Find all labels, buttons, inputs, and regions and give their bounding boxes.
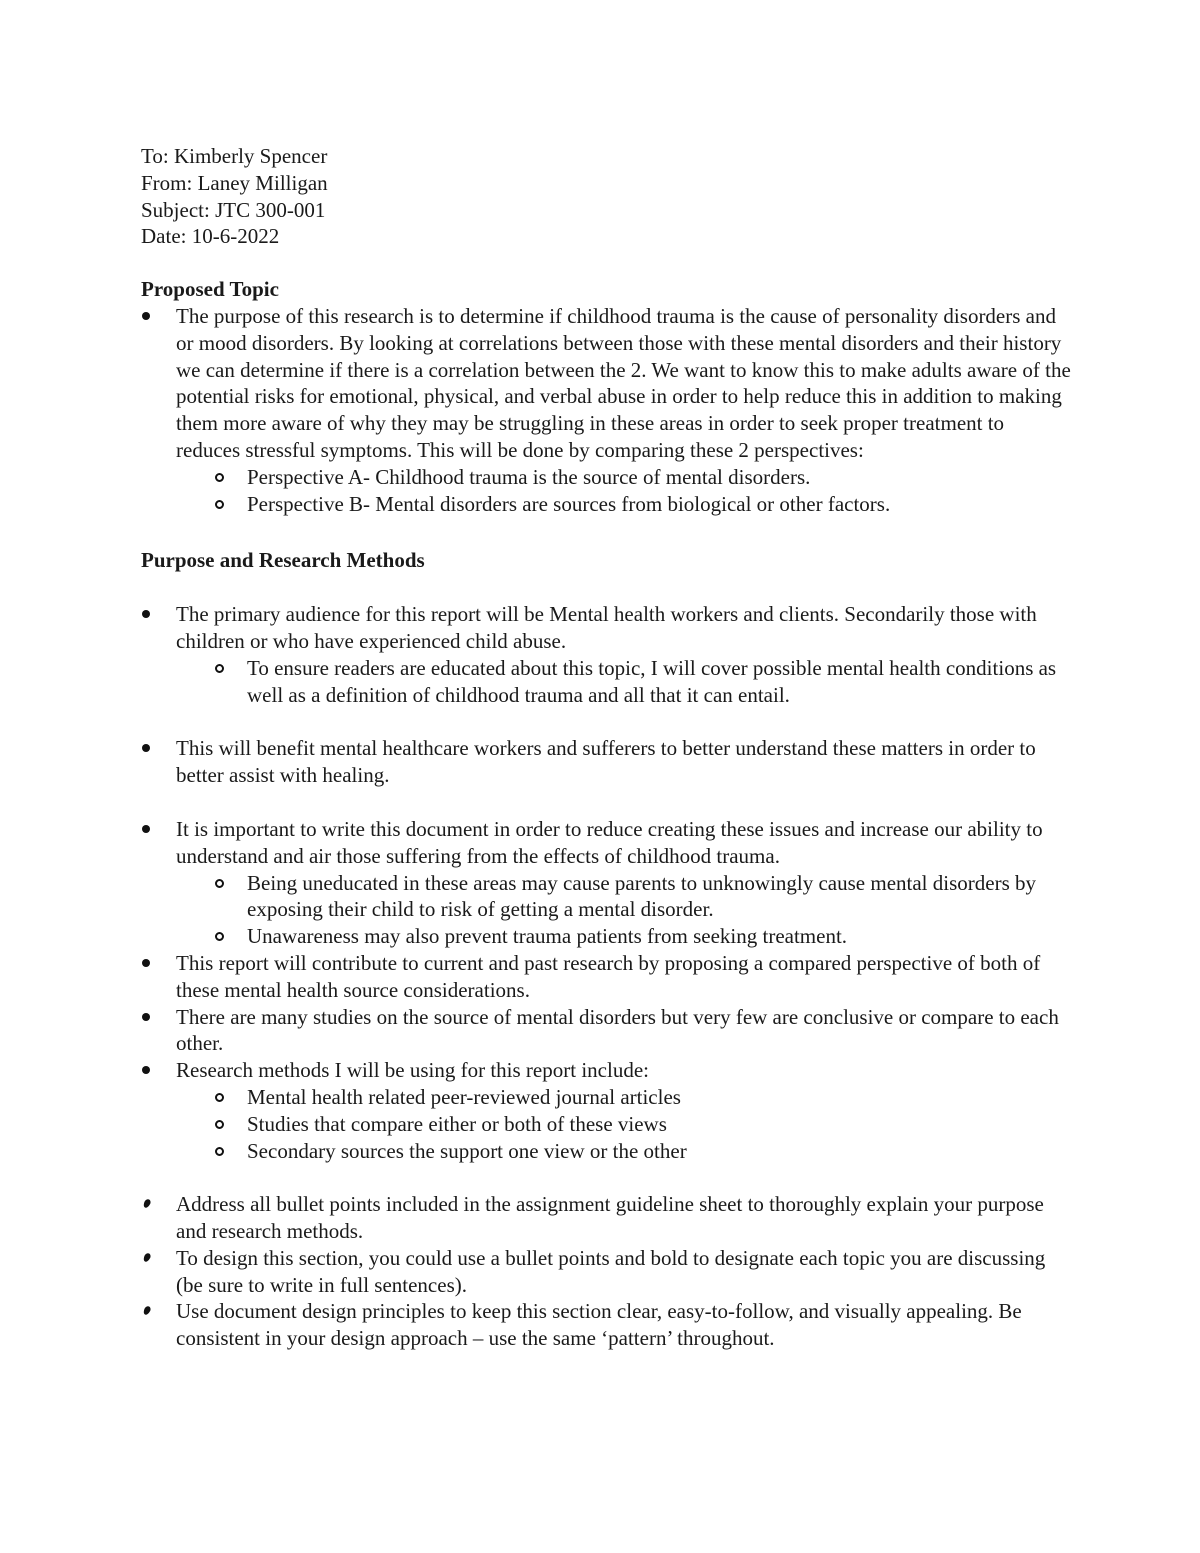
memo-date: Date: 10-6-2022 (141, 224, 280, 249)
circle-bullet-icon (215, 1120, 224, 1129)
list-item-text: It is important to write this document in order to reduce creating these issues and increase our ability to understand and air those suffering from the effects of childhood trauma. (176, 816, 1043, 868)
perspective-list (176, 464, 1071, 518)
sub-list-item (176, 1111, 1071, 1138)
spacer (141, 574, 1071, 601)
bullet-icon (142, 959, 150, 967)
sub-list-item (176, 491, 1071, 518)
list-item-text: There are many studies on the source of mental disorders but very few are conclusive or compare to each other. (176, 1004, 1059, 1056)
bullet-icon (142, 610, 150, 618)
proposed-topic-list (141, 303, 1071, 517)
circle-bullet-icon (215, 473, 224, 482)
bullet-icon (142, 1306, 152, 1317)
document-page (141, 143, 1071, 1352)
list-item (141, 303, 1071, 517)
spacer (141, 517, 1071, 547)
list-item-text: This report will contribute to current and past research by proposing a compared perspective of both of these mental health source considerations. (176, 950, 1041, 1002)
guideline-text: Address all bullet points included in the assignment guideline sheet to thoroughly explain your purpose and research methods. (176, 1192, 1044, 1244)
circle-bullet-icon (215, 1147, 224, 1156)
circle-bullet-icon (215, 932, 224, 941)
bullet-icon (142, 1252, 152, 1263)
sub-list-item (176, 655, 1071, 709)
purpose-list (141, 735, 1071, 789)
circle-bullet-icon (215, 500, 224, 509)
sub-list-item-text: Unawareness may also prevent trauma patients from seeking treatment. (247, 924, 848, 949)
bullet-icon (142, 312, 150, 320)
bullet-icon (142, 744, 150, 752)
list-item-text: The primary audience for this report will be Mental health workers and clients. Secondarily those with children or who have experienced child abuse. (176, 602, 1037, 653)
sub-list (176, 1084, 1071, 1164)
memo-header (141, 143, 1071, 250)
sub-list-item-text: Being uneducated in these areas may cause parents to unknowingly cause mental disorders by exposing their child to risk of getting a mental disorder. (247, 870, 1037, 922)
sub-list-item-text: Studies that compare either or both of these views (247, 1111, 667, 1136)
guideline-item (141, 1191, 1071, 1245)
list-item (141, 816, 1071, 950)
sub-list-item (176, 1084, 1071, 1111)
sub-list-item (176, 1138, 1071, 1165)
list-item-text: Research methods I will be using for this report include: (176, 1058, 649, 1083)
spacer (141, 789, 1071, 816)
sub-list-item-text: Perspective A- Childhood trauma is the source of mental disorders. (247, 464, 811, 489)
memo-to: To: Kimberly Spencer (141, 144, 328, 168)
circle-bullet-icon (215, 1093, 224, 1102)
purpose-list (141, 816, 1071, 1164)
sub-list (176, 870, 1071, 950)
spacer (141, 708, 1071, 735)
list-item (141, 1057, 1071, 1164)
memo-subject: Subject: JTC 300-001 (141, 197, 326, 222)
purpose-list (141, 601, 1071, 708)
proposed-topic-heading: Proposed Topic (141, 277, 279, 302)
bullet-icon (142, 1198, 152, 1209)
sub-list-item-text: Perspective B- Mental disorders are sources from biological or other factors. (247, 491, 891, 516)
bullet-icon (142, 1066, 150, 1074)
purpose-heading: Purpose and Research Methods (141, 548, 425, 573)
list-item-text: This will benefit mental healthcare workers and sufferers to better understand these matters in order to better assist with healing. (176, 736, 1036, 788)
circle-bullet-icon (215, 664, 224, 673)
memo-from: From: Laney Milligan (141, 170, 328, 195)
sub-list-item (176, 464, 1071, 491)
list-item (141, 1004, 1071, 1058)
sub-list-item-text: Secondary sources the support one view or the other (247, 1138, 687, 1163)
sub-list-item (176, 870, 1071, 924)
bullet-icon (142, 825, 150, 833)
sub-list-item (176, 923, 1071, 950)
spacer (141, 1164, 1071, 1191)
guideline-item (141, 1245, 1071, 1299)
guideline-text: To design this section, you could use a bullet points and bold to designate each topic you are discussing (be sure to write in full sentences). (176, 1245, 1046, 1297)
guideline-list (141, 1191, 1071, 1352)
sub-list-item-text: Mental health related peer-reviewed journal articles (247, 1084, 681, 1109)
list-item (141, 950, 1071, 1004)
sub-list (176, 655, 1071, 709)
guideline-item (141, 1298, 1071, 1352)
bullet-icon (142, 1013, 150, 1021)
list-item (141, 601, 1071, 708)
list-item (141, 735, 1071, 789)
list-item-text: The purpose of this research is to determine if childhood trauma is the cause of personality disorders and or mood disorders. By looking at correlations between those with these mental disorders and their history we can determine if there is a correlation between the 2. We want to know this to make adults aware of the potential risks for emotional, physical, and verbal abuse in order to help reduce this in addition to making them more aware of why they may be struggling in these areas in order to seek proper treatment to reduces stressful symptoms. This will be done by comparing these 2 perspectives: (176, 303, 1071, 462)
guideline-text: Use document design principles to keep this section clear, easy-to-follow, and visually appealing. Be consistent in your design approach – use the same ‘pattern’ throughout. (176, 1299, 1022, 1351)
sub-list-item-text: To ensure readers are educated about this topic, I will cover possible mental health conditions as well as a definition of childhood trauma and all that it can entail. (247, 655, 1057, 707)
circle-bullet-icon (215, 879, 224, 888)
